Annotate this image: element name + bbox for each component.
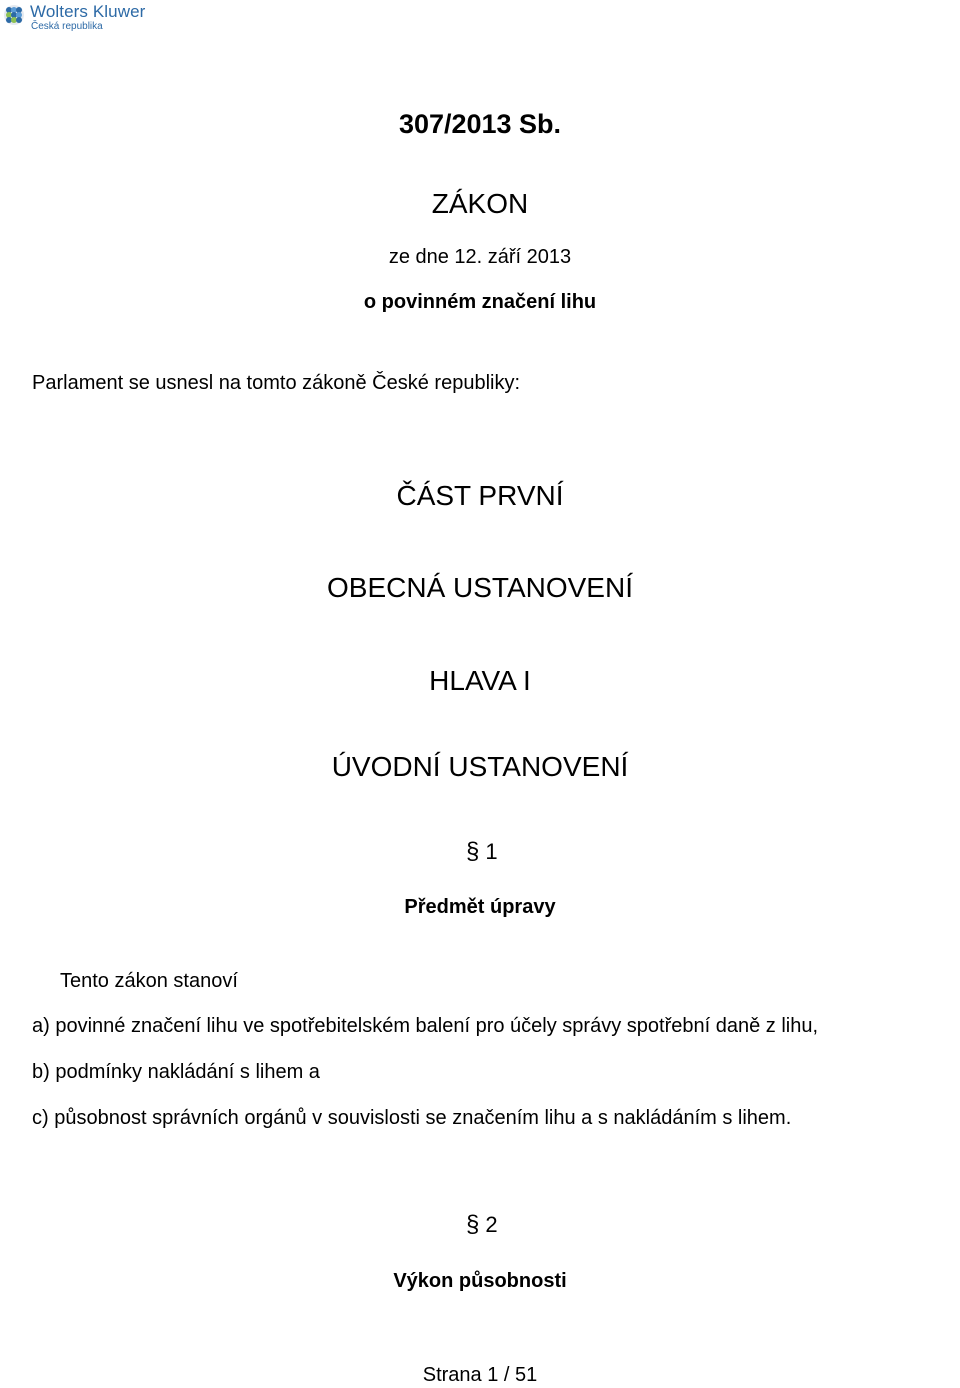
- logo-name: Wolters Kluwer: [30, 2, 146, 21]
- part-title: OBECNÁ USTANOVENÍ: [327, 572, 633, 603]
- publisher-logo: [3, 3, 145, 35]
- list-item-c: c) působnost správních orgánů v souvislosti se značením lihu a s nakládáním s lihem.: [32, 1107, 792, 1129]
- section-1-title: Předmět úpravy: [404, 896, 556, 918]
- section-1-heading: [466, 837, 498, 867]
- preamble: Parlament se usnesl na tomto zákoně České republiky:: [32, 372, 521, 394]
- section-2-title: Výkon působnosti: [393, 1270, 567, 1292]
- section-2-heading: [466, 1210, 498, 1240]
- section-number: 2: [485, 1212, 498, 1237]
- document-date: ze dne 12. září 2013: [388, 246, 572, 268]
- section-number: 1: [485, 839, 498, 864]
- section-sign: §: [466, 838, 480, 865]
- logo-text: [30, 3, 145, 33]
- chapter-title: ÚVODNÍ USTANOVENÍ: [331, 751, 629, 782]
- page-counter: Strana 1 / 51: [422, 1364, 538, 1386]
- document-number: 307/2013 Sb.: [398, 109, 562, 139]
- document-type: ZÁKON: [431, 188, 529, 219]
- wolters-kluwer-logo-icon: [3, 4, 25, 26]
- section-sign: §: [466, 1211, 480, 1238]
- logo-subtitle: Česká republika: [31, 21, 103, 32]
- document-subject: o povinném značení lihu: [363, 291, 597, 313]
- chapter-heading: HLAVA I: [429, 665, 531, 696]
- part-heading: ČÁST PRVNÍ: [396, 480, 564, 511]
- section-1-intro: Tento zákon stanoví: [60, 970, 238, 992]
- list-item-a: a) povinné značení lihu ve spotřebitelském balení pro účely správy spotřební daně z lihu,: [32, 1015, 819, 1037]
- list-item-b: b) podmínky nakládání s lihem a: [32, 1061, 320, 1083]
